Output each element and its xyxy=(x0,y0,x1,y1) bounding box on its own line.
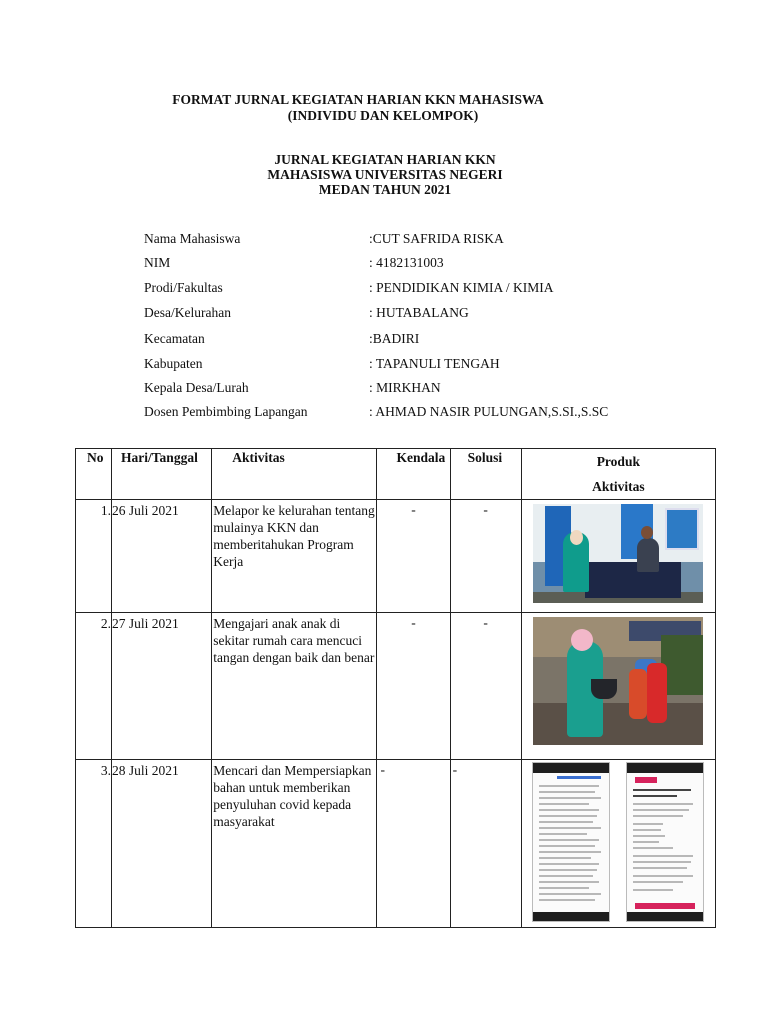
info-value-kecamatan: :BADIRI xyxy=(369,331,420,346)
year-line: MEDAN TAHUN 2021 xyxy=(318,182,452,197)
info-label-prodi: Prodi/Fakultas xyxy=(144,280,223,295)
info-label-name: Nama Mahasiswa xyxy=(144,231,241,246)
info-label-kecamatan: Kecamatan xyxy=(144,331,205,346)
row-activity: Mengajari anak anak di sekitar rumah cara mencuci tangan dengan baik dan benar xyxy=(212,613,377,760)
table-row xyxy=(76,500,716,613)
journal-table xyxy=(75,448,716,928)
phone-screenshots xyxy=(532,762,704,922)
info-value-kepala-desa: : MIRKHAN xyxy=(369,380,441,395)
row-kendala: - xyxy=(377,760,450,928)
row-number: 1. xyxy=(76,500,112,613)
info-label-nim: NIM xyxy=(144,255,171,270)
row-solusi: - xyxy=(450,760,521,928)
phone-screenshot-right xyxy=(626,762,704,922)
header-date: Hari/Tanggal xyxy=(112,449,212,500)
row-kendala: - xyxy=(377,613,450,760)
info-value-desa: : HUTABALANG xyxy=(369,305,469,320)
handwashing-photo xyxy=(533,617,703,745)
table-row xyxy=(76,613,716,760)
info-value-nim: : 4182131003 xyxy=(369,255,444,270)
header-no: No xyxy=(76,449,112,500)
row-solusi: - xyxy=(450,613,521,760)
form-subtitle: (INDIVIDU DAN KELOMPOK) xyxy=(287,108,479,123)
header-produk: Produk Aktivitas xyxy=(521,449,715,500)
table-row xyxy=(76,760,716,928)
row-photo xyxy=(521,500,715,613)
row-activity: Mencari dan Mempersiapkan bahan untuk memberikan penyuluhan covid kepada masyarakat xyxy=(212,760,377,928)
info-label-kabupaten: Kabupaten xyxy=(144,356,203,371)
info-value-name: :CUT SAFRIDA RISKA xyxy=(369,231,504,246)
meeting-photo xyxy=(533,504,703,603)
row-date: 27 Juli 2021 xyxy=(112,613,212,760)
header-kendala: Kendala xyxy=(377,449,450,500)
info-value-kabupaten: : TAPANULI TENGAH xyxy=(369,356,500,371)
university-line: MAHASISWA UNIVERSITAS NEGERI xyxy=(267,167,503,182)
header-activity: Aktivitas xyxy=(212,449,377,500)
info-label-desa: Desa/Kelurahan xyxy=(144,305,231,320)
form-title: FORMAT JURNAL KEGIATAN HARIAN KKN MAHASISWA xyxy=(172,92,544,107)
row-solusi: - xyxy=(450,500,521,613)
info-label-kepala-desa: Kepala Desa/Lurah xyxy=(144,380,249,395)
row-kendala: - xyxy=(377,500,450,613)
info-value-prodi: : PENDIDIKAN KIMIA / KIMIA xyxy=(369,280,554,295)
table-header-row xyxy=(76,449,716,500)
row-number: 2. xyxy=(76,613,112,760)
row-photo xyxy=(521,613,715,760)
info-value-dosen: : AHMAD NASIR PULUNGAN,S.SI.,S.SC xyxy=(369,404,609,419)
row-photo xyxy=(521,760,715,928)
info-label-dosen: Dosen Pembimbing Lapangan xyxy=(144,404,308,419)
phone-screenshot-left xyxy=(532,762,610,922)
journal-title: JURNAL KEGIATAN HARIAN KKN xyxy=(274,152,496,167)
header-solusi: Solusi xyxy=(450,449,521,500)
row-date: 26 Juli 2021 xyxy=(112,500,212,613)
row-activity: Melapor ke kelurahan tentang mulainya KKN dan memberitahukan Program Kerja xyxy=(212,500,377,613)
row-date: 28 Juli 2021 xyxy=(112,760,212,928)
row-number: 3. xyxy=(76,760,112,928)
